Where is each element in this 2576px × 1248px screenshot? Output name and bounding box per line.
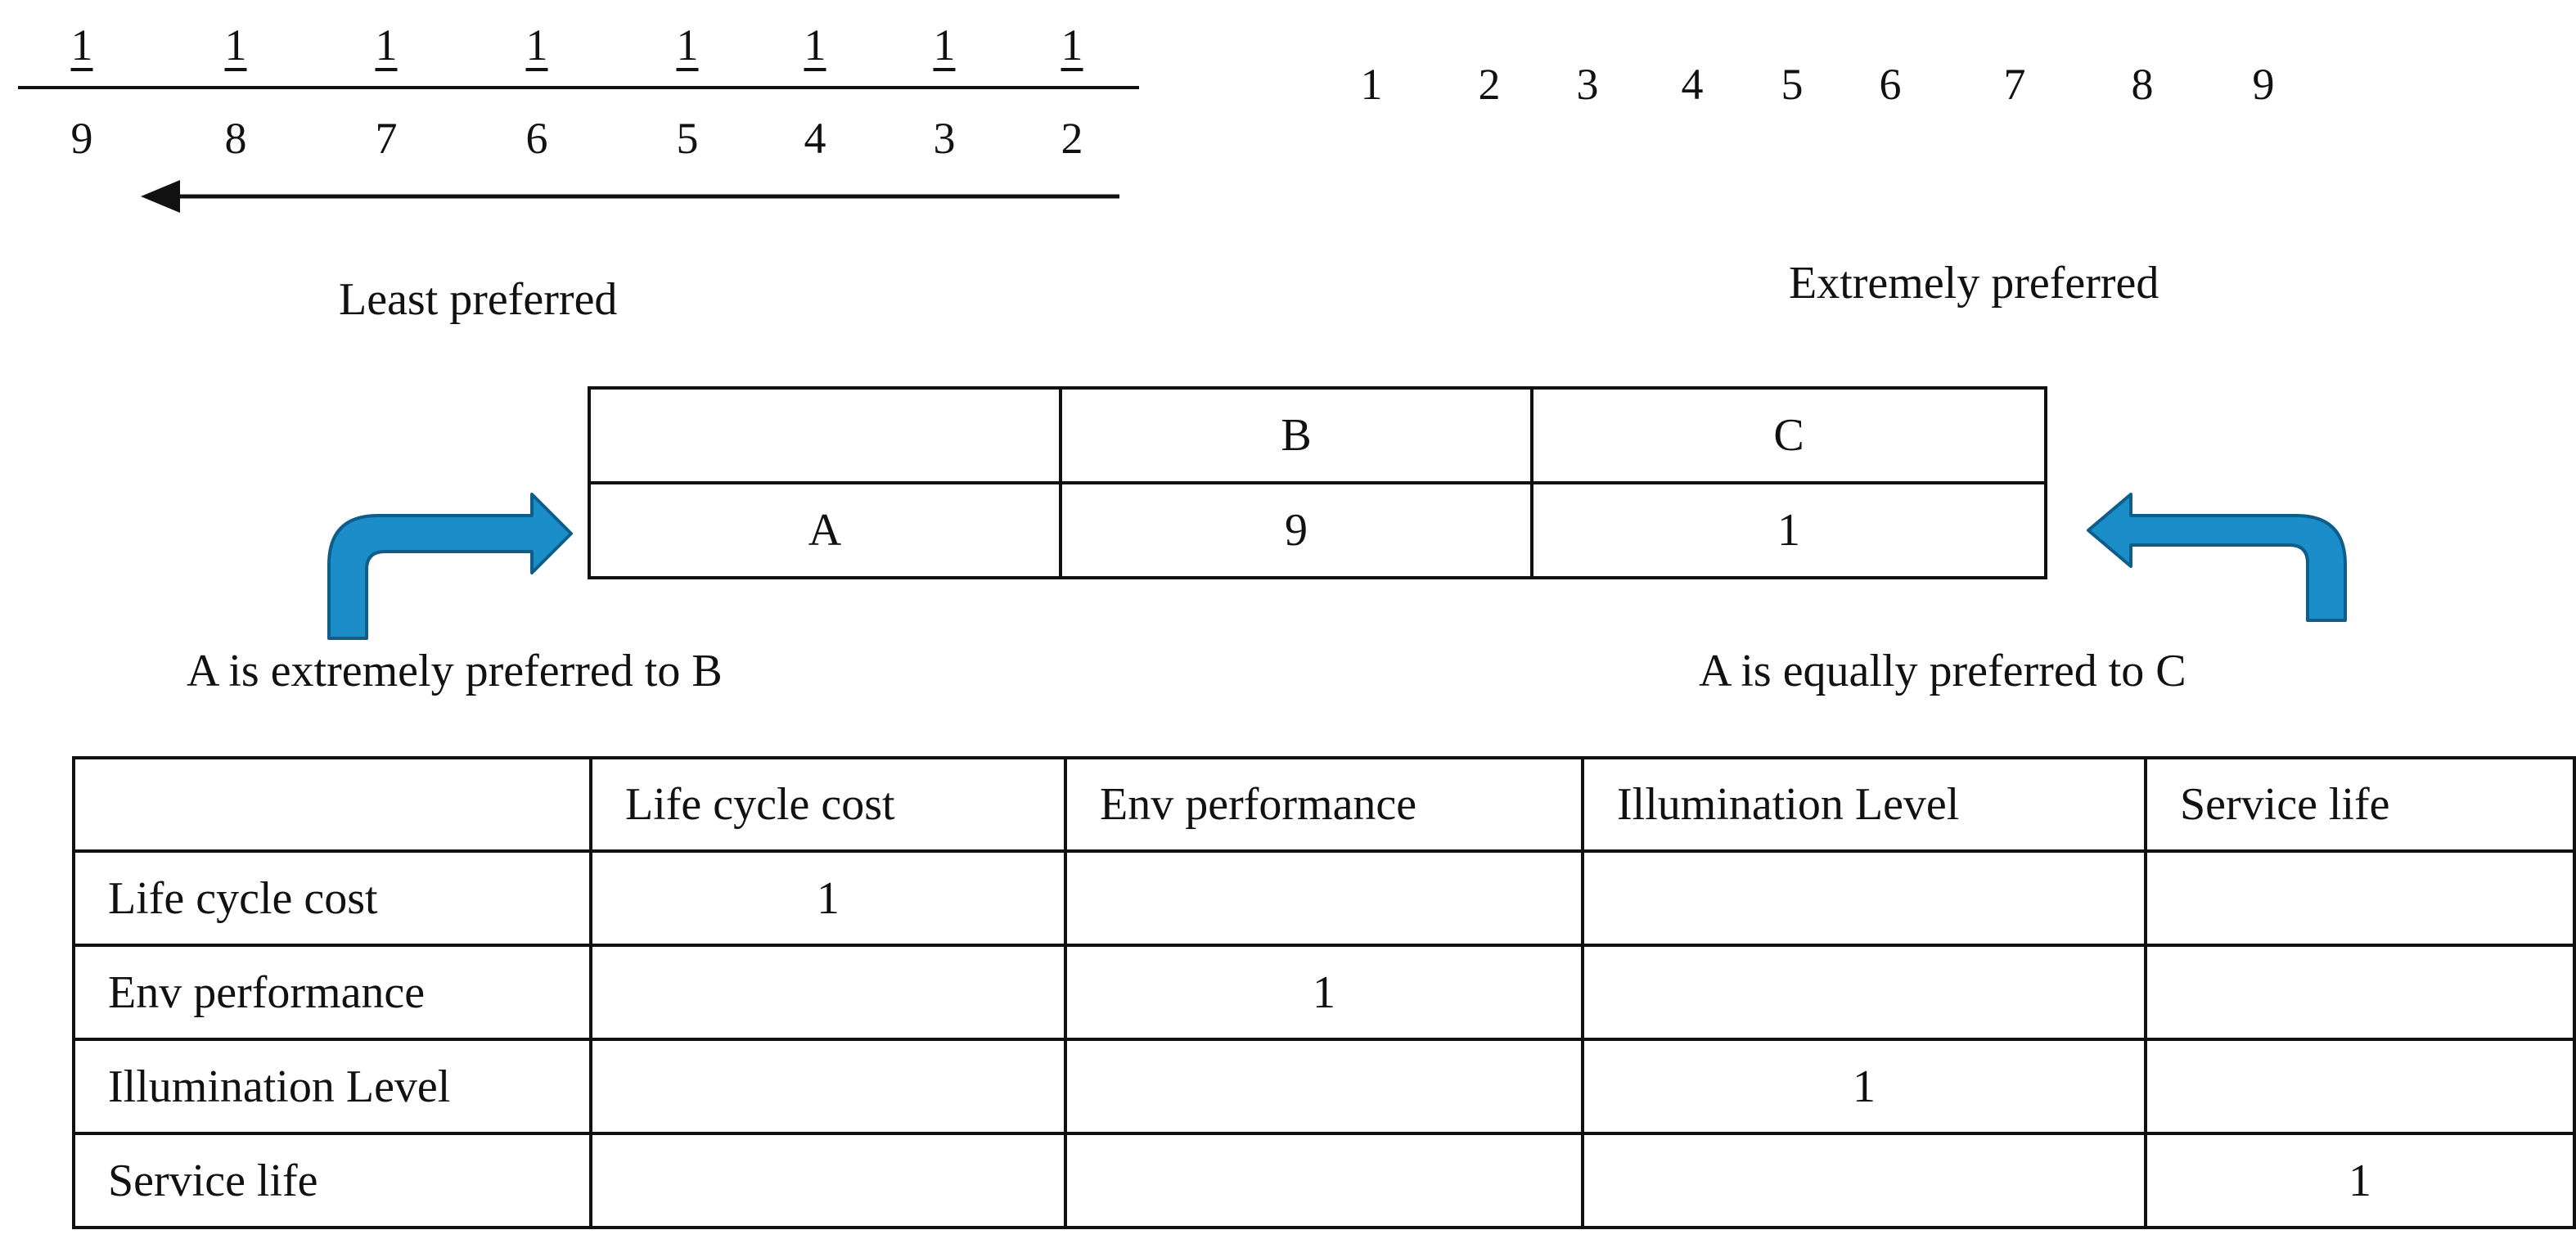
matrix-cell bbox=[591, 945, 1065, 1039]
matrix-cell bbox=[2146, 851, 2574, 945]
scale-integer: 2 bbox=[1478, 60, 1501, 109]
fraction-numerator: 1 bbox=[375, 20, 398, 70]
matrix-header-cell: Life cycle cost bbox=[591, 758, 1065, 851]
matrix-row-label: Env performance bbox=[74, 945, 591, 1039]
fraction-denominator: 8 bbox=[224, 114, 247, 163]
matrix-cell bbox=[1065, 1133, 1583, 1228]
matrix-row bbox=[74, 945, 2574, 1039]
scale-integer: 4 bbox=[1681, 60, 1704, 109]
scale-integer: 3 bbox=[1576, 60, 1599, 109]
matrix-cell bbox=[1583, 851, 2146, 945]
matrix-cell: 1 bbox=[1065, 945, 1583, 1039]
right-note: A is equally preferred to C bbox=[1699, 646, 2186, 696]
matrix-header-cell: Env performance bbox=[1065, 758, 1583, 851]
matrix-header-row bbox=[74, 758, 2574, 851]
matrix-cell: 1 bbox=[1583, 1039, 2146, 1133]
fraction-numerator: 1 bbox=[676, 20, 699, 70]
scale-integer: 1 bbox=[1360, 60, 1383, 109]
fraction-numerator: 1 bbox=[70, 20, 93, 70]
fraction-numerator: 1 bbox=[1061, 20, 1083, 70]
fraction-denominator: 9 bbox=[70, 114, 93, 163]
matrix-row bbox=[74, 1133, 2574, 1228]
matrix-row-label: Service life bbox=[74, 1133, 591, 1228]
matrix-cell bbox=[2146, 945, 2574, 1039]
scale-integer: 7 bbox=[2003, 60, 2026, 109]
matrix-cell bbox=[1583, 1133, 2146, 1228]
example-header-cell: B bbox=[1061, 388, 1532, 483]
bent-arrow-right-icon bbox=[2088, 494, 2345, 620]
scale-integer: 6 bbox=[1879, 60, 1902, 109]
fraction-denominator: 2 bbox=[1061, 114, 1083, 163]
comparison-matrix bbox=[72, 756, 2576, 1229]
matrix-cell: 1 bbox=[591, 851, 1065, 945]
matrix-cell bbox=[591, 1039, 1065, 1133]
matrix-row-label: Illumination Level bbox=[74, 1039, 591, 1133]
matrix-header-cell: Illumination Level bbox=[1583, 758, 2146, 851]
matrix-cell: 1 bbox=[2146, 1133, 2574, 1228]
scale-integer: 9 bbox=[2252, 60, 2275, 109]
example-cell: 9 bbox=[1061, 483, 1532, 578]
fraction-numerator: 1 bbox=[804, 20, 826, 70]
least-preferred-label: Least preferred bbox=[339, 274, 618, 325]
matrix-cell bbox=[1065, 851, 1583, 945]
fraction-numerator: 1 bbox=[525, 20, 548, 70]
scale-integer: 8 bbox=[2131, 60, 2154, 109]
fraction-numerator: 1 bbox=[933, 20, 956, 70]
fraction-denominator: 5 bbox=[676, 114, 699, 163]
fraction-numerator: 1 bbox=[224, 20, 247, 70]
matrix-cell bbox=[2146, 1039, 2574, 1133]
fraction-denominator: 7 bbox=[375, 114, 398, 163]
matrix-cell bbox=[591, 1133, 1065, 1228]
extremely-preferred-label: Extremely preferred bbox=[1789, 258, 2159, 309]
matrix-header-cell: Service life bbox=[2146, 758, 2574, 851]
matrix-row bbox=[74, 1039, 2574, 1133]
fraction-denominator: 3 bbox=[933, 114, 956, 163]
matrix-cell bbox=[1065, 1039, 1583, 1133]
fraction-denominator: 6 bbox=[525, 114, 548, 163]
example-row-label: A bbox=[589, 483, 1061, 578]
matrix-row-label: Life cycle cost bbox=[74, 851, 591, 945]
bent-arrow-left-icon bbox=[329, 494, 571, 638]
left-note: A is extremely preferred to B bbox=[187, 646, 723, 696]
fraction-denominator: 4 bbox=[804, 114, 826, 163]
example-header-cell: C bbox=[1532, 388, 2046, 483]
matrix-row bbox=[74, 851, 2574, 945]
example-cell: 1 bbox=[1532, 483, 2046, 578]
matrix-corner-cell bbox=[74, 758, 591, 851]
matrix-cell bbox=[1583, 945, 2146, 1039]
scale-integer: 5 bbox=[1781, 60, 1804, 109]
